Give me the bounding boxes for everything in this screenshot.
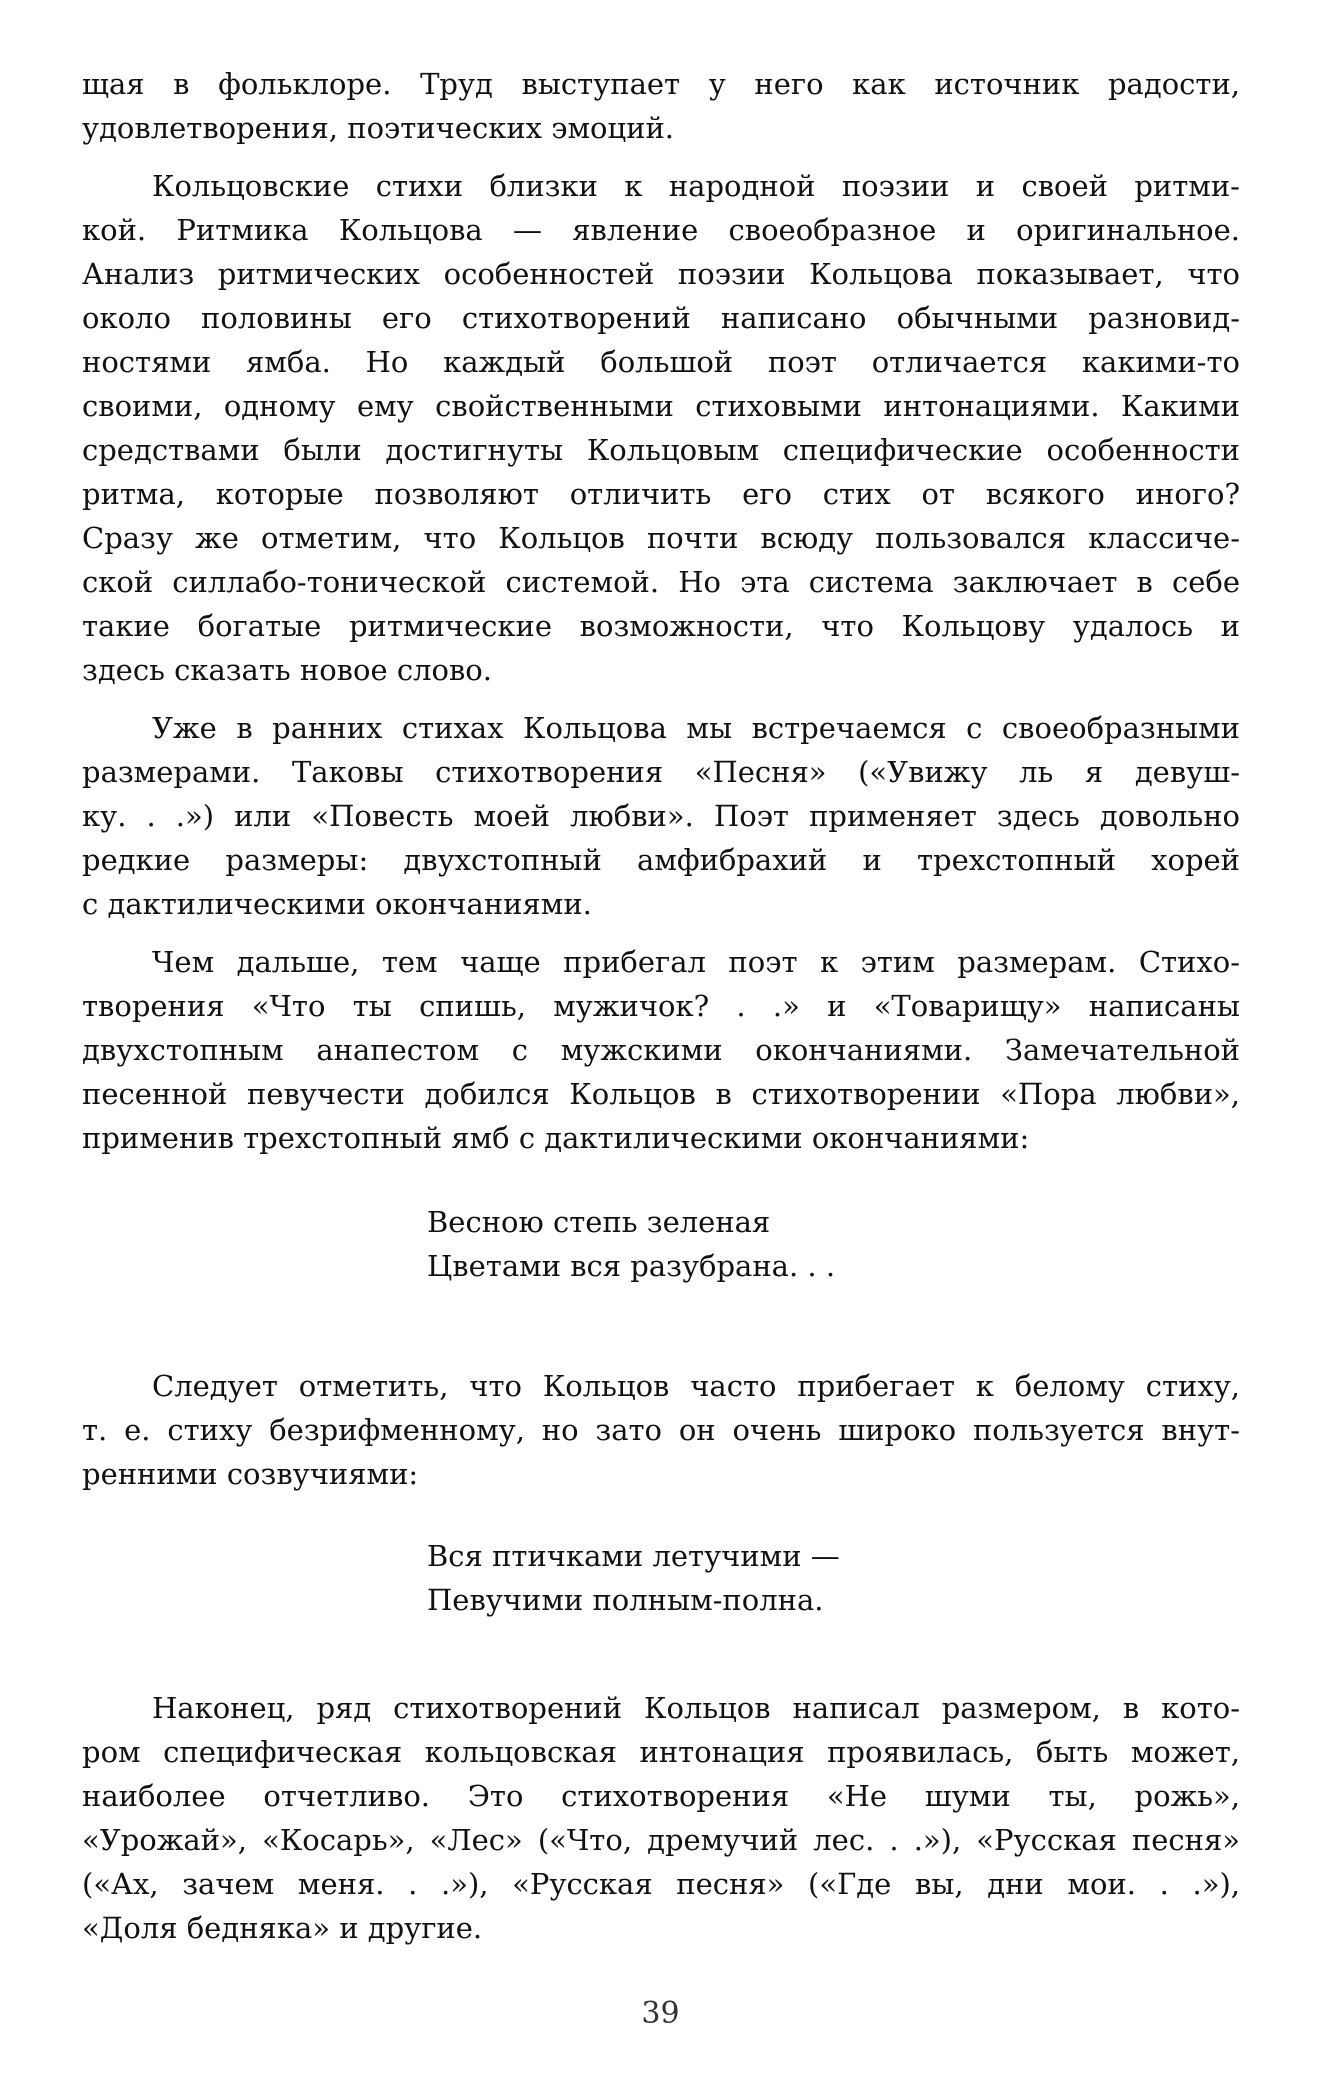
text-line: Наконец, ряд стихотворений Кольцов написал размером, в кото- [152, 1691, 1240, 1725]
text-line: около половины его стихотворений написано обычными разновид- [82, 301, 1240, 335]
page-number: 39 [641, 1996, 680, 2031]
paragraph-6 [82, 1686, 1240, 1950]
text-line: Кольцовские стихи близки к народной поэзии и своей ритми- [152, 169, 1240, 203]
text-line: Чем дальше, тем чаще прибегал поэт к этим размерам. Стихо- [152, 945, 1240, 979]
text-line: Сразу же отметим, что Кольцов почти всюду пользовался классиче- [82, 521, 1240, 555]
page-body [82, 62, 1240, 1950]
text-line: ритма, которые позволяют отличить его стих от всякого иного? [82, 477, 1240, 511]
text-line: творения «Что ты спишь, мужичок? . .» и «Товарищу» написаны [82, 989, 1240, 1023]
verse-quote-1 [82, 1200, 1240, 1288]
text-line: здесь сказать новое слово. [82, 653, 492, 687]
text-line: такие богатые ритмические возможности, что Кольцову удалось и [82, 609, 1240, 643]
text-line: Анализ ритмических особенностей поэзии Кольцова показывает, что [82, 257, 1240, 291]
text-line: редкие размеры: двухстопный амфибрахий и трехстопный хорей [82, 843, 1240, 877]
verse-line: Вся птичками летучими — [427, 1539, 840, 1573]
text-line: песенной певучести добился Кольцов в стихотворении «Пора любви», [82, 1077, 1240, 1111]
text-line: ку. . .») или «Повесть моей любви». Поэт применяет здесь довольно [82, 799, 1240, 833]
text-line: ренними созвучиями: [82, 1457, 419, 1491]
text-line: Следует отметить, что Кольцов часто прибегает к белому стиху, [152, 1369, 1240, 1403]
text-line: «Урожай», «Косарь», «Лес» («Что, дремучий лес. . .»), «Русская песня» [82, 1823, 1240, 1857]
text-line: ностями ямба. Но каждый большой поэт отличается какими-то [82, 345, 1240, 379]
paragraph-2 [82, 164, 1240, 692]
text-line: средствами были достигнуты Кольцовым специфические особенности [82, 433, 1240, 467]
verse-line: Весною степь зеленая [427, 1205, 771, 1239]
paragraph-1 [82, 62, 1240, 150]
text-line: «Доля бедняка» и другие. [82, 1911, 483, 1945]
paragraph-5 [82, 1364, 1240, 1496]
text-line: применив трехстопный ямб с дактилическими окончаниями: [82, 1121, 1030, 1155]
text-line: ром специфическая кольцовская интонация проявилась, быть может, [82, 1735, 1240, 1769]
text-line: удовлетворения, поэтических эмоций. [82, 111, 675, 145]
text-line: Уже в ранних стихах Кольцова мы встречаемся с своеобразными [152, 711, 1240, 745]
paragraph-3 [82, 706, 1240, 926]
text-line: своими, одному ему свойственными стиховыми интонациями. Какими [82, 389, 1240, 423]
paragraph-4 [82, 940, 1240, 1160]
verse-line: Цветами вся разубрана. . . [427, 1249, 836, 1283]
verse-line: Певучими полным-полна. [427, 1583, 824, 1617]
text-line: размерами. Таковы стихотворения «Песня» («Увижу ль я девуш- [82, 755, 1240, 789]
text-line: щая в фольклоре. Труд выступает у него как источник радости, [82, 67, 1240, 101]
text-line: ской силлабо-тонической системой. Но эта система заключает в себе [82, 565, 1240, 599]
verse-quote-2 [82, 1534, 1240, 1622]
text-line: с дактилическими окончаниями. [82, 887, 592, 921]
text-line: кой. Ритмика Кольцова — явление своеобразное и оригинальное. [82, 213, 1240, 247]
text-line: т. е. стиху безрифменному, но зато он очень широко пользуется внут- [82, 1413, 1240, 1447]
text-line: («Ах, зачем меня. . .»), «Русская песня» («Где вы, дни мои. . .»), [82, 1867, 1240, 1901]
text-line: наиболее отчетливо. Это стихотворения «Не шуми ты, рожь», [82, 1779, 1240, 1813]
text-line: двухстопным анапестом с мужскими окончаниями. Замечательной [82, 1033, 1240, 1067]
